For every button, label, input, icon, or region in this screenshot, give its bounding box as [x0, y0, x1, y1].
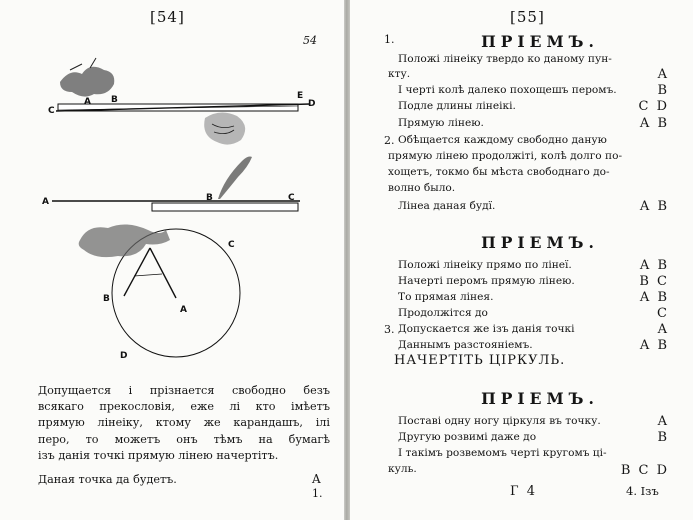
left-page [0, 0, 344, 520]
section-number: 2. [384, 134, 395, 147]
text-line: прямую лінею продолжіті, колѣ долго по- [388, 150, 623, 162]
fig-label-mid-a: A [42, 197, 49, 207]
paragraph-line: Допущается і прізнается свободно безъ [38, 384, 330, 397]
text-line: Другую розвимі даже до [398, 431, 537, 443]
fig-label-top-c: C [48, 106, 55, 116]
given-point-label: A [312, 472, 321, 486]
middle-line-illustration [52, 157, 300, 212]
section-number: 1. [384, 33, 395, 46]
fig-label-circle-d: D [120, 351, 128, 361]
point-label: A B [639, 199, 669, 214]
given-point-line: Даная точка да будетъ. [38, 473, 177, 486]
point-label: A B [639, 290, 669, 305]
fig-label-mid-b: B [206, 193, 213, 203]
text-line: Положі лінеіку твердо ко даному пун- [398, 53, 612, 65]
paragraph-line: ізъ данія точкі прямую лінею начертітъ. [38, 448, 279, 462]
fig-label-top-a: A [84, 97, 91, 107]
right-page-number: [55] [510, 8, 545, 26]
compass-illustration [79, 224, 240, 357]
point-label: A [657, 67, 669, 82]
point-label: B [657, 430, 669, 445]
point-label: A B [639, 258, 669, 273]
left-folio: 54 [303, 34, 317, 47]
text-line: I черті колѣ далеко похощешъ перомъ. [398, 84, 617, 96]
text-line: Прямую лінею. [398, 117, 484, 129]
section-heading: ПРІЕМЪ. [481, 32, 599, 51]
text-line: хощетъ, токмо бы мѣста свободнаго до- [388, 166, 610, 178]
text-line: Подле длины лінеікі. [398, 100, 516, 112]
text-line: Начерті перомъ прямую лінею. [398, 275, 575, 287]
point-label: B C D [620, 463, 669, 478]
text-line: Допускается же ізъ данія точкі [398, 323, 575, 335]
point-label: A B [639, 338, 669, 353]
paragraph-line: прямую лінеіку, ктому же карандашъ, ілі [38, 416, 330, 430]
point-label: C [657, 306, 669, 321]
right-catchword: 4. Ізъ [626, 484, 659, 498]
fig-label-circle-a: A [180, 305, 187, 315]
signature-mark: Г 4 [510, 484, 538, 499]
text-line: кту. [388, 68, 411, 80]
paragraph-line: всякаго прекословія, еже лі кто імѣетъ [38, 400, 330, 414]
fig-label-circle-b: B [103, 294, 110, 304]
fig-label-top-e: E [297, 91, 304, 101]
text-line: куль. [388, 463, 417, 475]
point-label: A B [639, 116, 669, 131]
text-line: Положі лінеіку прямо по лінеї. [398, 259, 572, 271]
point-label: B C [639, 274, 669, 289]
text-line: Даннымъ разстояніемъ. [398, 339, 533, 351]
point-label: C D [638, 99, 669, 114]
text-line: То прямая лінея. [398, 291, 494, 303]
geometry-figure [0, 0, 344, 375]
left-paragraph [38, 383, 330, 464]
point-label: A [657, 322, 669, 337]
text-line: Продолжітся до [398, 307, 488, 319]
fig-label-top-b: B [111, 95, 118, 105]
text-line: волно было. [388, 182, 456, 194]
left-page-number: [54] [150, 8, 185, 26]
top-ruler-illustration [56, 58, 310, 145]
text-line: Лінеа даная будї. [398, 200, 496, 212]
paragraph-line: перо, то можетъ онъ тѣмъ на бумагѣ [38, 432, 330, 446]
right-page [350, 0, 693, 520]
left-catchword: 1. [312, 487, 323, 500]
section-number: 3. [384, 323, 395, 336]
section-heading: ПРІЕМЪ. [481, 389, 599, 408]
text-line: I такімъ розвемомъ черті кругомъ ці- [398, 447, 607, 459]
point-label: A [657, 414, 669, 429]
section-heading: ПРІЕМЪ. [481, 233, 599, 252]
fig-label-top-d: D [308, 99, 316, 109]
fig-label-mid-c: C [288, 193, 295, 203]
point-label: B [657, 83, 669, 98]
fig-label-circle-c: C [228, 240, 235, 250]
draw-circle-statement: НАЧЕРТІТЬ ЦІРКУЛЬ. [394, 353, 566, 368]
text-line: Обѣщается каждому свободно даную [398, 134, 607, 146]
text-line: Поставі одну ногу ціркуля въ точку. [398, 415, 601, 427]
